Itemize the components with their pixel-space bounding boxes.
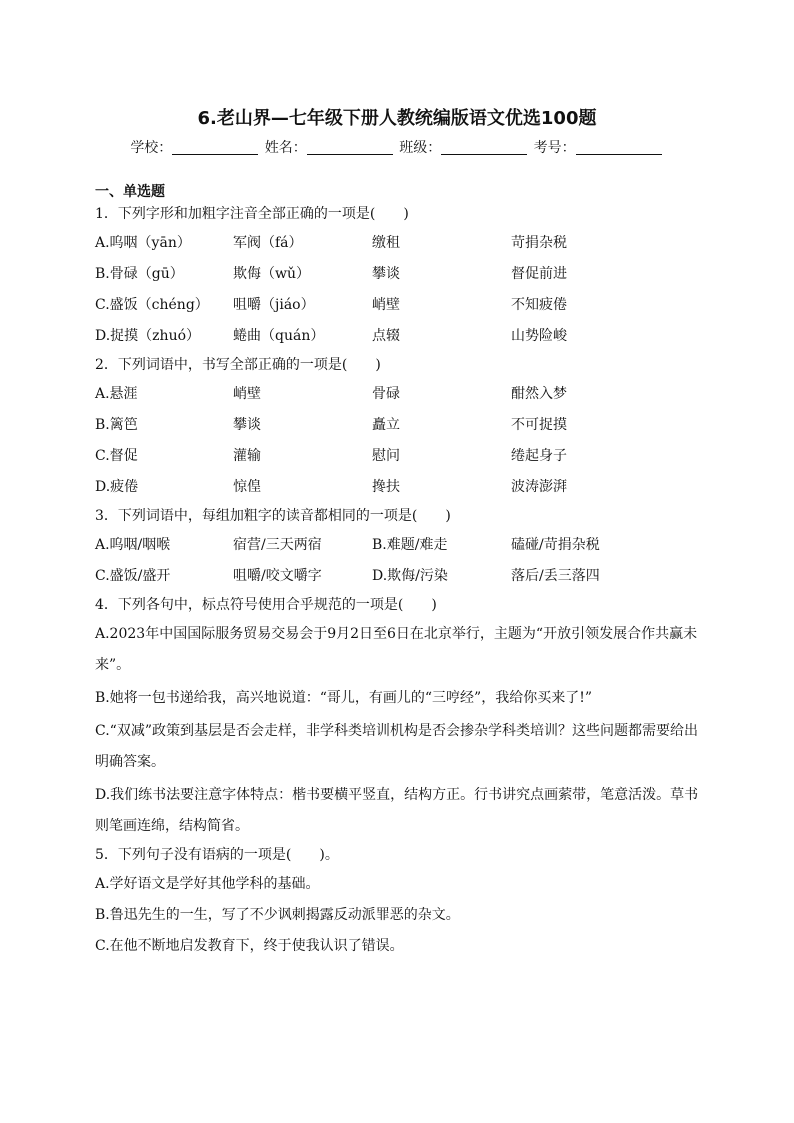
option-cell: C.督促 (95, 448, 138, 464)
question-1-stem: 1．下列字形和加粗字注音全部正确的一项是( ) (95, 206, 409, 222)
option-cell: 不知疲倦 (511, 297, 567, 313)
option-cell: 灌输 (233, 448, 261, 464)
option-cell: B.骨碌（gū） (95, 266, 184, 282)
option-cell: B.篱笆 (95, 417, 138, 433)
option-cell: 波涛澎湃 (511, 479, 567, 495)
question-1-option-d (95, 321, 700, 352)
number-blank[interactable] (576, 139, 662, 155)
option-cell: 峭壁 (372, 297, 400, 313)
question-4-option-d: D.我们练书法要注意字体特点：楷书要横平竖直，结构方正。行书讲究点画萦带，笔意活泼。草书则笔画连绵，结构简省。 (95, 787, 699, 834)
option-cell: D.欺侮/污染 (372, 568, 448, 584)
option-cell: 咀嚼/咬文嚼字 (233, 568, 322, 584)
option-cell: 磕碰/苛捐杂税 (511, 537, 600, 553)
name-label: 姓名： (264, 140, 307, 156)
school-blank[interactable] (172, 139, 258, 155)
option-cell: A.呜咽（yān） (95, 235, 191, 251)
option-cell: B.难题/难走 (372, 537, 448, 553)
option-cell: C.盛饭（chéng） (95, 297, 209, 313)
option-cell: 落后/丢三落四 (511, 568, 600, 584)
option-cell: 骨碌 (372, 386, 400, 402)
option-cell: 不可捉摸 (511, 417, 567, 433)
class-label: 班级： (399, 140, 442, 156)
option-cell: A.呜咽/咽喉 (95, 537, 171, 553)
option-cell: 宿营/三天两宿 (233, 537, 322, 553)
option-cell: D.捉摸（zhuó） (95, 328, 201, 344)
question-5-stem: 5．下列句子没有语病的一项是( )。 (95, 847, 339, 863)
option-cell: 点辍 (372, 328, 400, 344)
question-2-option-d (95, 472, 700, 503)
question-5-option-a: A.学好语文是学好其他学科的基础。 (95, 876, 320, 892)
option-cell: 咀嚼（jiáo） (233, 297, 315, 313)
option-cell: 搀扶 (372, 479, 400, 495)
option-cell: 军阀（fá） (233, 235, 303, 251)
question-5-option-b: B.鲁迅先生的一生，写了不少讽刺揭露反动派罪恶的杂文。 (95, 907, 460, 923)
option-cell: 矗立 (372, 417, 400, 433)
option-cell: A.悬涯 (95, 386, 138, 402)
option-cell: C.盛饭/盛开 (95, 568, 171, 584)
question-2-stem: 2．下列词语中，书写全部正确的一项是( ) (95, 357, 381, 373)
question-5-option-c: C.在他不断地启发教育下，终于使我认识了错误。 (95, 938, 404, 954)
question-1-option-b (95, 259, 700, 290)
question-4-stem: 4．下列各句中，标点符号使用合乎规范的一项是( ) (95, 597, 437, 613)
page-title: 6.老山界—七年级下册人教统编版语文优选100题 (197, 108, 597, 129)
question-1-option-c (95, 290, 700, 321)
question-3-stem: 3．下列词语中，每组加粗字的读音都相同的一项是( ) (95, 508, 451, 524)
question-3-options-cd (95, 561, 700, 592)
option-cell: D.疲倦 (95, 479, 139, 495)
question-3-options-ab (95, 530, 700, 561)
option-cell: 攀谈 (233, 417, 261, 433)
question-4-option-b: B.她将一包书递给我，高兴地说道：“哥儿，有画儿的“三哼经”，我给你买来了!” (95, 690, 592, 706)
option-cell: 督促前进 (511, 266, 567, 282)
number-label: 考号： (533, 140, 576, 156)
question-2-option-a (95, 379, 700, 410)
option-cell: 山势险峻 (511, 328, 567, 344)
option-cell: 惊偟 (233, 479, 261, 495)
option-cell: 欺侮（wǔ） (233, 266, 310, 282)
option-cell: 缴租 (372, 235, 400, 251)
option-cell: 苛捐杂税 (511, 235, 567, 251)
question-2-option-b (95, 410, 700, 441)
question-4-option-a: A.2023年中国国际服务贸易交易会于9月2日至6日在北京举行，主题为“开放引领发展合作共赢未来”。 (95, 626, 698, 673)
name-blank[interactable] (307, 139, 393, 155)
option-cell: 峭壁 (233, 386, 261, 402)
class-blank[interactable] (441, 139, 527, 155)
option-cell: 酣然入梦 (511, 386, 567, 402)
school-label: 学校： (130, 140, 173, 156)
option-cell: 蜷曲（quán） (233, 328, 325, 344)
question-1-option-a (95, 228, 700, 259)
option-cell: 慰问 (372, 448, 400, 464)
option-cell: 绻起身子 (511, 448, 567, 464)
section-title: 一、单选题 (95, 184, 165, 200)
student-info-fields (0, 137, 794, 157)
question-4-option-c: C.“双减”政策到基层是否会走样，非学科类培训机构是否会掺杂学科类培训？这些问题都需要给出明确答案。 (95, 723, 698, 770)
question-list (95, 201, 700, 962)
question-2-option-c (95, 441, 700, 472)
option-cell: 攀谈 (372, 266, 400, 282)
